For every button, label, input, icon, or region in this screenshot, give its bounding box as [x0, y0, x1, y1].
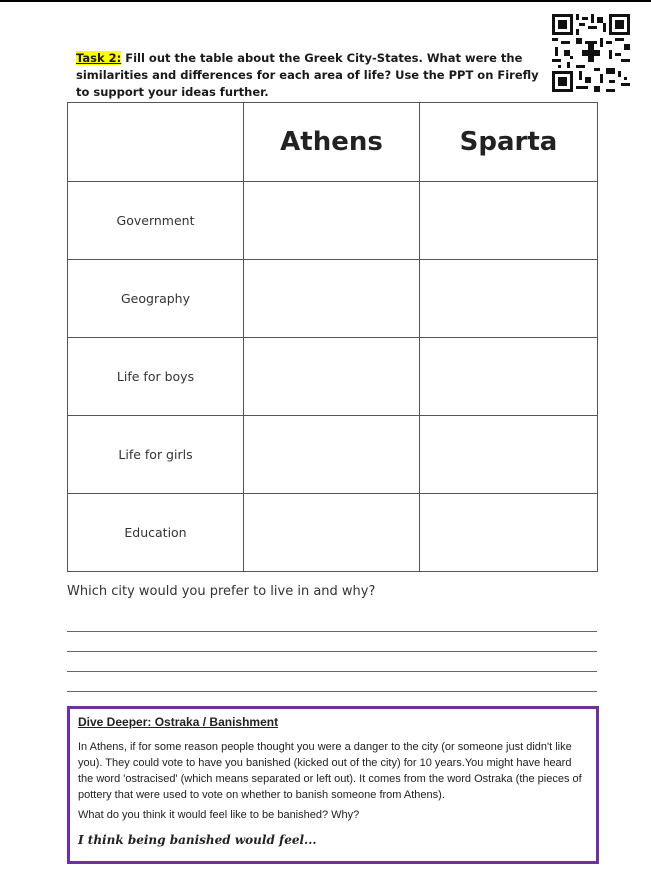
- dive-deeper-box: [67, 706, 599, 864]
- cell-sparta-education[interactable]: [420, 494, 598, 572]
- table-row: [68, 182, 598, 260]
- row-label-life-for-girls: Life for girls: [68, 416, 244, 494]
- task-label: Task 2:: [76, 51, 122, 65]
- answer-line[interactable]: [67, 691, 597, 692]
- answer-line[interactable]: [67, 671, 597, 672]
- cell-sparta-life-for-boys[interactable]: [420, 338, 598, 416]
- qr-code[interactable]: [552, 14, 630, 92]
- dive-deeper-title: Dive Deeper: Ostraka / Banishment: [78, 715, 279, 729]
- table-row: [68, 338, 598, 416]
- header-empty: [68, 103, 244, 182]
- header-sparta: Sparta: [420, 103, 598, 182]
- row-label-education: Education: [68, 494, 244, 572]
- cell-sparta-government[interactable]: [420, 182, 598, 260]
- preference-question: Which city would you prefer to live in and why?: [67, 584, 376, 599]
- cell-athens-life-for-girls[interactable]: [244, 416, 420, 494]
- table-row: [68, 260, 598, 338]
- cell-athens-government[interactable]: [244, 182, 420, 260]
- task-instructions: [76, 50, 556, 101]
- table-header-row: [68, 103, 598, 182]
- header-athens: Athens: [244, 103, 420, 182]
- table-row: [68, 416, 598, 494]
- comparison-table: [67, 102, 598, 572]
- cell-sparta-geography[interactable]: [420, 260, 598, 338]
- dive-deeper-question: What do you think it would feel like to be banished? Why?: [78, 809, 360, 821]
- cell-athens-geography[interactable]: [244, 260, 420, 338]
- cell-sparta-life-for-girls[interactable]: [420, 416, 598, 494]
- answer-line[interactable]: [67, 651, 597, 652]
- sentence-starter: I think being banished would feel...: [78, 833, 317, 847]
- row-label-geography: Geography: [68, 260, 244, 338]
- top-border: [0, 0, 651, 2]
- row-label-life-for-boys: Life for boys: [68, 338, 244, 416]
- task-text: Fill out the table about the Greek City-States. What were the similarities and differences for each area of life? Use the PPT on Firefly to support your ideas further.: [76, 51, 539, 99]
- cell-athens-life-for-boys[interactable]: [244, 338, 420, 416]
- table-row: [68, 494, 598, 572]
- cell-athens-education[interactable]: [244, 494, 420, 572]
- row-label-government: Government: [68, 182, 244, 260]
- dive-deeper-body: In Athens, if for some reason people thought you were a danger to the city (or someone just didn't like you). They could vote to have you banished (kicked out of the city) for 10 years.You might have heard the word 'ostracised' (which means separated or left out). It comes from the word Ostraka (the pieces of pottery that were used to vote on whether to banish someone from Athens).: [78, 741, 582, 801]
- answer-line[interactable]: [67, 631, 597, 632]
